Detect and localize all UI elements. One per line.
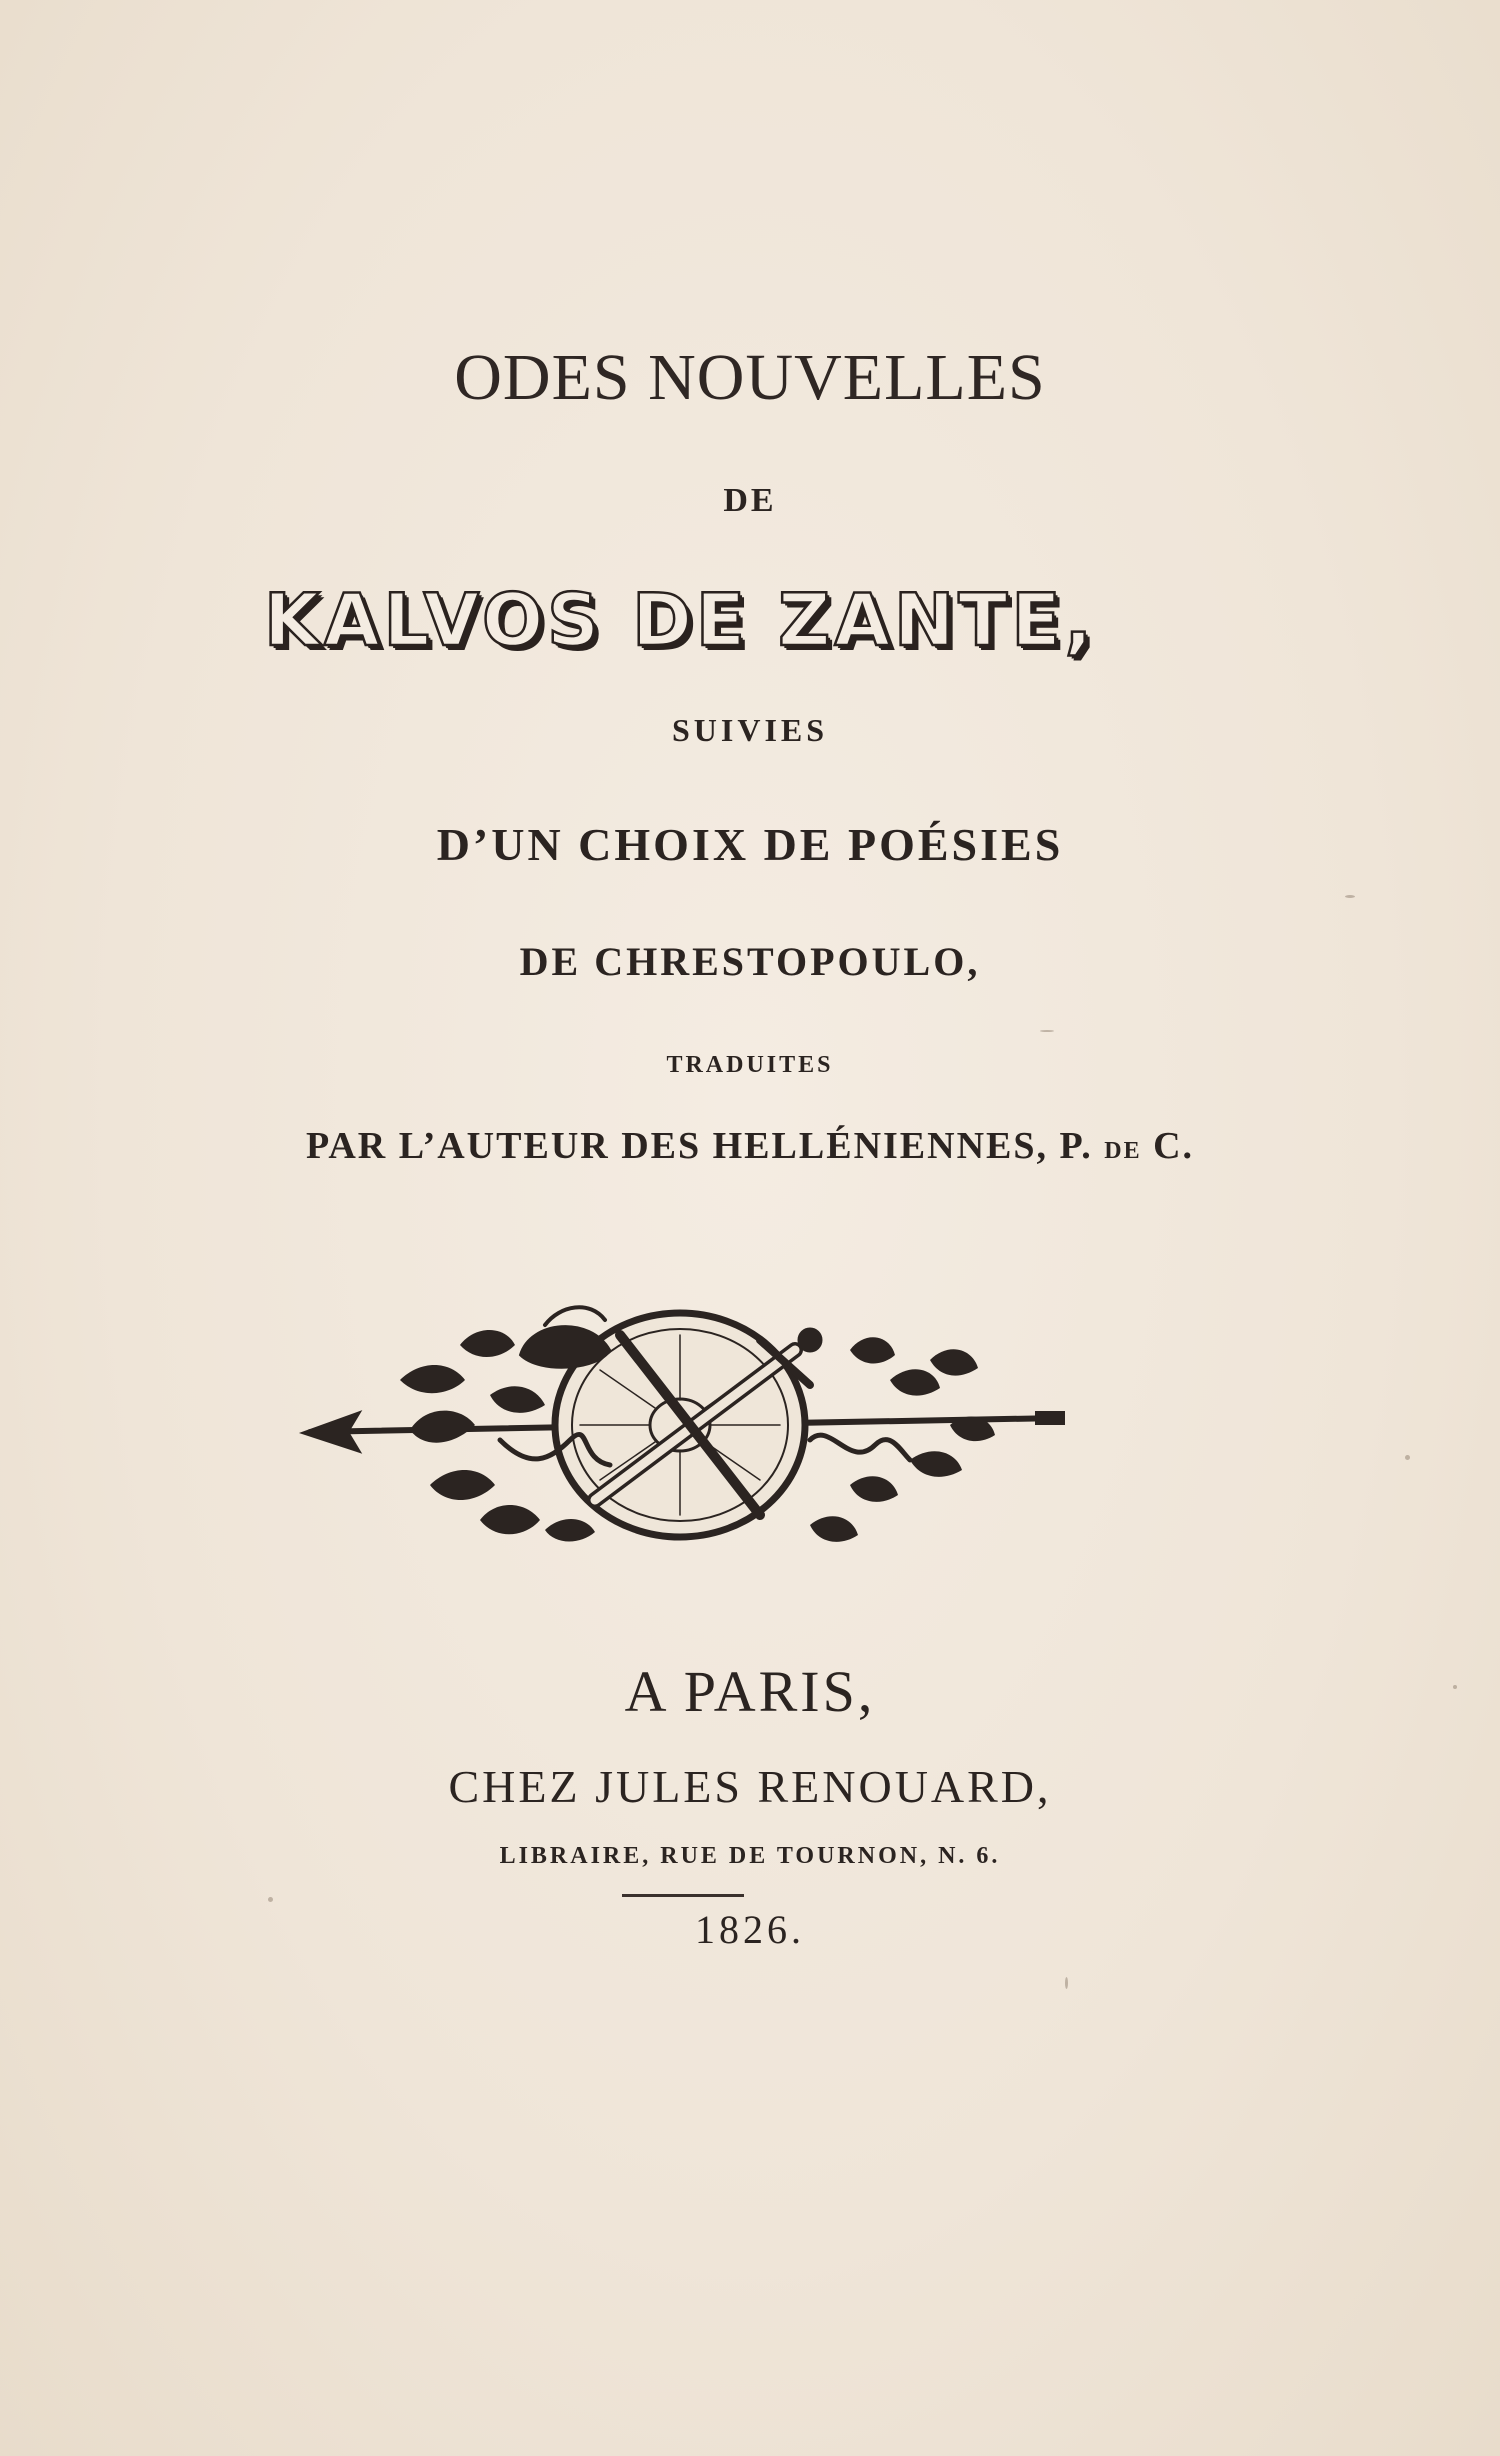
book-title: ODES NOUVELLES — [454, 341, 1046, 414]
subtitle-choix: D’UN CHOIX DE POÉSIES — [436, 819, 1064, 870]
translator-main: PAR L’AUTEUR DES HELLÉNIENNES, P. — [305, 1125, 1093, 1167]
trophy-vignette-icon — [290, 1300, 1070, 1560]
imprint-address: LIBRAIRE, RUE DE TOURNON, N. 6. — [499, 1843, 1001, 1869]
paper-speck — [1453, 1685, 1457, 1689]
paper-speck — [268, 1897, 273, 1902]
imprint-year: 1826. — [695, 1907, 805, 1952]
paper-speck — [1040, 1030, 1054, 1032]
imprint-divider — [622, 1894, 744, 1897]
subtitle-chrestopoulo: DE CHRESTOPOULO, — [519, 939, 981, 984]
subtitle-traduites: TRADUITES — [666, 1052, 834, 1078]
translator-end: C. — [1153, 1125, 1195, 1167]
paper-speck — [1405, 1455, 1410, 1460]
imprint-publisher: CHEZ JULES RENOUARD, — [448, 1761, 1052, 1812]
paper-speck — [1345, 895, 1355, 898]
author-name: KALVOS DE ZANTE, — [264, 578, 1096, 662]
translator-line — [0, 1124, 1500, 1168]
translator-de: DE — [1104, 1138, 1142, 1164]
subtitle-suivies: SUIVIES — [671, 712, 829, 748]
title-de: DE — [723, 482, 777, 519]
imprint-city: A PARIS, — [624, 1659, 876, 1724]
paper-speck — [1065, 1977, 1068, 1989]
